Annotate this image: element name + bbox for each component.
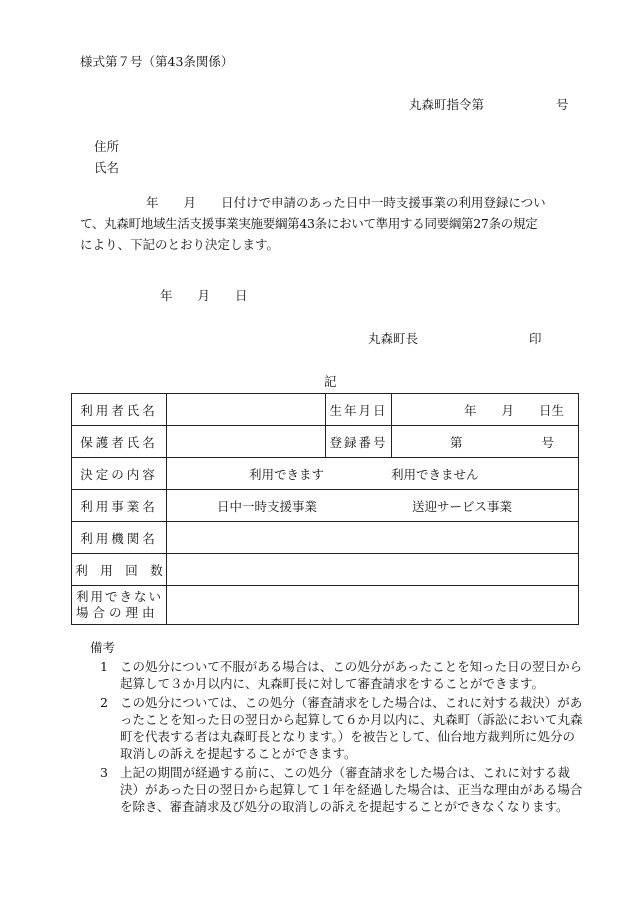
- issue-number-suffix: 号: [556, 97, 569, 112]
- service-label: 利用事業名: [72, 490, 167, 522]
- issue-number-prefix: 丸森町指令第: [409, 97, 485, 112]
- facility-label: 利用機関名: [72, 522, 167, 554]
- table-row: [72, 586, 579, 625]
- note-number: 3: [100, 765, 108, 780]
- notes-section: [90, 639, 585, 817]
- seal-mark: 印: [529, 331, 542, 346]
- decision-table: [71, 393, 579, 625]
- reason-label-line-1: 利用できない: [76, 589, 164, 604]
- usage-count-label: 利 用 回 数: [72, 554, 167, 586]
- body-paragraph: [80, 192, 585, 255]
- birth-label: 生年月日: [326, 394, 392, 426]
- decision-date: 年 月 日: [160, 288, 248, 303]
- note-item: [90, 694, 585, 762]
- reason-cell: [167, 586, 579, 625]
- birth-value: 年 月 日生: [392, 394, 579, 426]
- decision-options: [167, 458, 579, 490]
- guardian-name-cell: [167, 426, 326, 458]
- table-row: [72, 394, 579, 426]
- registration-suffix: 号: [541, 434, 554, 450]
- table-row: [72, 522, 579, 554]
- table-row: [72, 554, 579, 586]
- ki-heading: 記: [324, 374, 337, 389]
- decision-option-denied: 利用できません: [391, 466, 479, 482]
- mayor-title: 丸森町長: [368, 331, 419, 346]
- reason-label-line-2: 場合の理由: [76, 605, 159, 620]
- service-options: [167, 490, 579, 522]
- service-option-daytime: 日中一時支援事業: [217, 498, 318, 514]
- table-row: [72, 490, 579, 522]
- name-label: 氏名: [94, 160, 120, 175]
- note-item: [90, 764, 585, 815]
- form-number: 様式第７号（第43条関係）: [80, 54, 234, 69]
- registration-value: [392, 426, 579, 458]
- notes-title: 備考: [90, 640, 116, 655]
- facility-cell: [167, 522, 579, 554]
- body-line-2: て、丸森町地域生活支援事業実施要綱第43条において準用する同要綱第27条の規定: [80, 216, 538, 231]
- registration-prefix: 第: [450, 434, 463, 450]
- table-row: [72, 426, 579, 458]
- address-label: 住所: [94, 139, 120, 154]
- note-number: 2: [100, 695, 108, 710]
- decision-label: 決定の内容: [72, 458, 167, 490]
- reason-label: [72, 586, 167, 625]
- note-item: [90, 658, 585, 692]
- decision-option-approved: 利用できます: [249, 466, 325, 482]
- note-text: 上記の期間が経過する前に、この処分（審査請求をした場合は、これに対する裁決）があった日の翌日から起算して１年を経過した場合は、正当な理由がある場合を除き、審査請求及び処分の取消しの訴えを提起することができなくなります。: [120, 765, 583, 814]
- note-text: この処分については、この処分（審査請求をした場合は、これに対する裁決）があったことを知った日の翌日から起算して６か月以内に、丸森町（訴訟において丸森町を代表する者は丸森町長となります。）を被告として、仙台地方裁判所に処分の取消しの訴えを提起することができます。: [120, 695, 583, 761]
- table-row: [72, 458, 579, 490]
- note-text: この処分について不服がある場合は、この処分があったことを知った日の翌日から起算して３か月以内に、丸森町長に対して審査請求をすることができます。: [120, 659, 583, 691]
- user-name-cell: [167, 394, 326, 426]
- usage-count-cell: [167, 554, 579, 586]
- registration-label: 登録番号: [326, 426, 392, 458]
- body-line-3: により、下記のとおり決定します。: [80, 237, 280, 252]
- note-number: 1: [100, 659, 108, 674]
- guardian-name-label: 保護者氏名: [72, 426, 167, 458]
- service-option-transport: 送迎サービス事業: [412, 498, 513, 514]
- body-line-1: 年 月 日付けで申請のあった日中一時支援事業の利用登録につい: [146, 195, 546, 210]
- user-name-label: 利用者氏名: [72, 394, 167, 426]
